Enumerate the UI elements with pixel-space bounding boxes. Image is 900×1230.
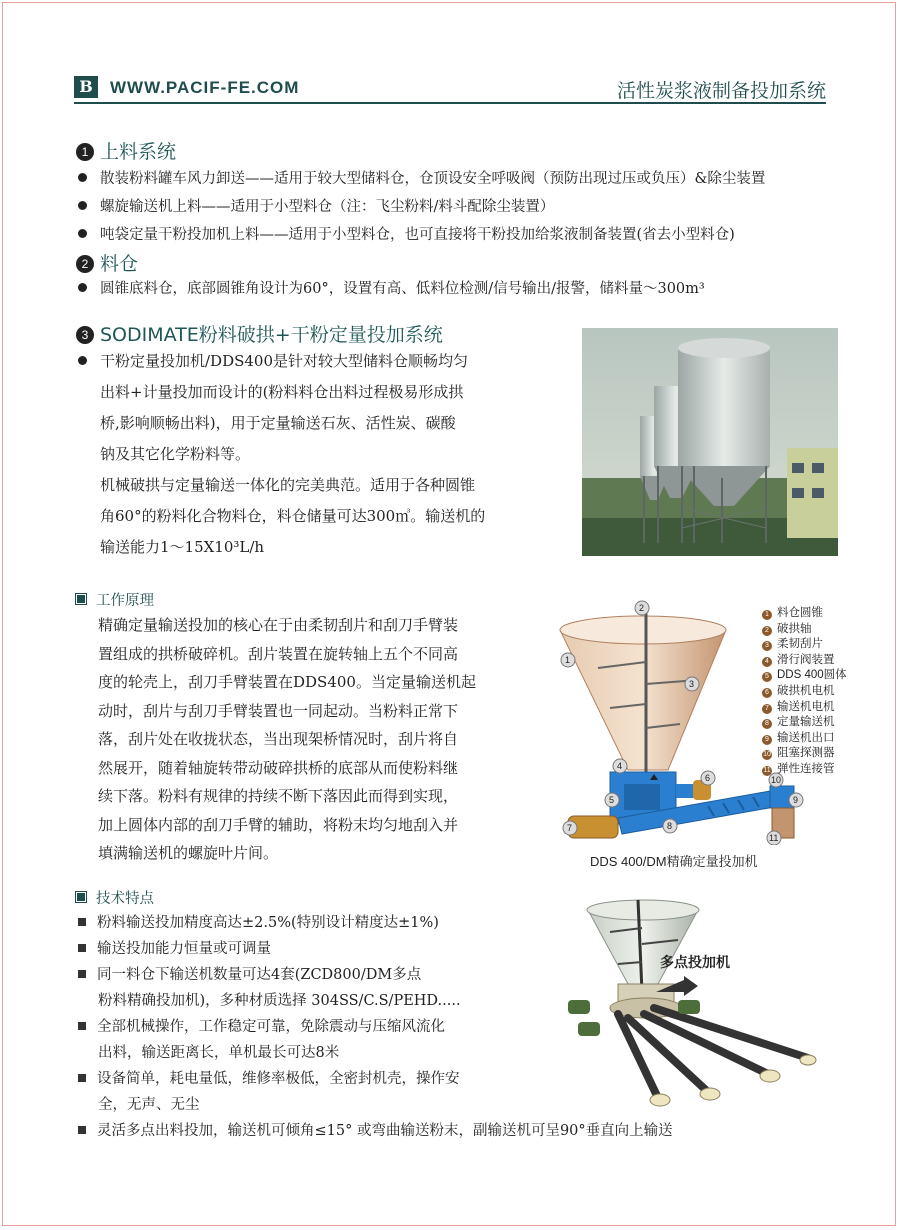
- section3-heading: [76, 320, 443, 347]
- callout-9: 9: [793, 795, 799, 805]
- tech-line-text: 设备简单，耗电量低，维修率极低，全密封机壳，操作安: [97, 1071, 460, 1087]
- legend-label: 柔韧刮片: [777, 638, 823, 651]
- silo-photo: [582, 328, 838, 556]
- section2-item: 圆锥底料仓，底部圆锥角设计为60°，设置有高、低料位检测/信号输出/报警，储料量～300m³: [78, 277, 705, 298]
- section3-title: SODIMATE粉料破拱+干粉定量投加系统: [100, 324, 443, 346]
- tech-line-text: 灵活多点出料投加，输送机可倾角≤15° 或弯曲输送粉末，副输送机可呈90°垂直向上输送: [97, 1123, 673, 1139]
- callout-4: 4: [617, 761, 623, 771]
- legend-number: 9: [762, 735, 772, 745]
- legend-item: [762, 653, 847, 669]
- legend-number: 3: [762, 641, 772, 651]
- tech-line-text: 出料，输送距离长，单机最长可达8米: [98, 1045, 340, 1061]
- legend-number: 10: [763, 751, 771, 759]
- tech-line-text: 粉料输送投加精度高达±2.5%(特别设计精度达±1%): [97, 915, 439, 931]
- header-url[interactable]: WWW.PACIF-FE.COM: [110, 78, 300, 97]
- multipoint-doser-image: [558, 892, 820, 1114]
- para-line: 置组成的拱桥破碎机。刮片装置在旋转轴上五个不同高: [98, 644, 459, 663]
- para-line: 钠及其它化学粉料等。: [100, 445, 251, 463]
- square-bullet-icon: [78, 1126, 86, 1134]
- callout-11: 11: [769, 833, 779, 843]
- section1-item: 螺旋输送机上料——适用于小型料仓（注：飞尘粉料/料斗配除尘装置）: [78, 195, 554, 216]
- legend-number: 8: [762, 719, 772, 729]
- para-line: 填满输送机的螺旋叶片间。: [98, 844, 279, 862]
- section1-number: 1: [76, 143, 94, 161]
- legend-number: 7: [762, 704, 772, 714]
- legend-label: 定量输送机: [777, 716, 835, 729]
- para-line: 桥,影响顺畅出料)，用于定量输送石灰、活性炭、碳酸: [100, 414, 456, 432]
- section2-title: 料仓: [100, 253, 139, 275]
- legend-label: 输送机电机: [777, 700, 835, 713]
- tech-line: [78, 1118, 673, 1144]
- para-line: 然展开，随着轴旋转带动破碎拱桥的底部从而使粉料继: [98, 758, 459, 777]
- para-line: 机械破拱与定量输送一体化的完美典范。适用于各种圆锥: [100, 476, 476, 494]
- tech-line-text: 同一料仓下输送机数量可达4套(ZCD800/DM多点: [97, 967, 422, 983]
- diagram-caption: DDS 400/DM精确定量投加机: [590, 854, 758, 869]
- bullet-dot: [78, 356, 87, 365]
- working-paragraph: [98, 611, 476, 868]
- legend-item: [762, 606, 847, 622]
- square-bullet-icon: [78, 970, 86, 978]
- para-line: 精确定量输送投加的核心在于由柔韧刮片和刮刀手臂装: [98, 616, 459, 634]
- legend-number: 6: [762, 688, 772, 698]
- square-bullet-icon: [76, 892, 86, 902]
- tech-line-text: 输送投加能力恒量或可调量: [97, 941, 271, 957]
- callout-2: 2: [639, 603, 645, 613]
- bullet-dot: [78, 283, 87, 292]
- section3-paragraph: [78, 346, 485, 563]
- tech-line-text: 全部机械操作，工作稳定可靠，免除震动与压缩风流化: [97, 1019, 445, 1035]
- para-line: 落，刮片处在收拢状态，当出现架桥情况时，刮片将自: [98, 730, 459, 748]
- callout-1: 1: [565, 655, 571, 665]
- brand-logo: B: [74, 76, 98, 98]
- legend-item: [762, 684, 847, 700]
- tech-line-text: 全，无声、无尘: [98, 1097, 200, 1113]
- legend-label: 滑行阀装置: [777, 653, 835, 666]
- square-bullet-icon: [78, 1074, 86, 1082]
- diagram-legend: [762, 606, 847, 778]
- para-line: 动时，刮片与刮刀手臂装置也一同起动。当粉料正常下: [98, 701, 459, 720]
- para-line: 出料+计量投加而设计的(粉料料仓出料过程极易形成拱: [100, 383, 464, 401]
- section1-item: 散装粉料罐车风力卸送——适用于较大型储料仓，仓顶设安全呼吸阀（预防出现过压或负压）&除尘装置: [78, 167, 765, 188]
- tech-line-text: 粉料精确投加机)，多种材质选择 304SS/C.S/PEHD.....: [98, 993, 461, 1009]
- callout-6: 6: [705, 773, 711, 783]
- bullet-dot: [78, 201, 87, 210]
- para-line: 加上圆体内部的刮刀手臂的辅助，将粉末均匀地刮入并: [98, 815, 459, 834]
- callout-5: 5: [609, 795, 615, 805]
- legend-label: 阻塞探测器: [777, 747, 835, 760]
- section3-number: 3: [76, 326, 94, 344]
- legend-number: 11: [763, 766, 771, 774]
- callout-8: 8: [667, 821, 673, 831]
- para-line: 度的轮壳上，刮刀手臂装置在DDS400。当定量输送机起: [98, 673, 476, 691]
- para-line: 干粉定量投加机/DDS400是针对较大型储料仓顺畅均匀: [78, 346, 485, 377]
- legend-label: DDS 400圆体: [777, 669, 847, 682]
- legend-item: [762, 637, 847, 653]
- section2-number: 2: [76, 255, 94, 273]
- bullet-dot: [78, 229, 87, 238]
- header-divider: [74, 102, 826, 104]
- legend-item: [762, 622, 847, 638]
- legend-number: 5: [762, 672, 772, 682]
- callout-10: 10: [771, 775, 782, 785]
- square-bullet-icon: [78, 1022, 86, 1030]
- bullet-dot: [78, 173, 87, 182]
- section1-heading: [76, 137, 176, 164]
- legend-label: 料仓圆锥: [777, 607, 823, 619]
- section1-title: 上料系统: [100, 141, 177, 163]
- legend-item: [762, 746, 847, 762]
- header-title: 活性炭浆液制备投加系统: [616, 80, 826, 102]
- para-line: 输送能力1～15X10³L/h: [100, 538, 265, 556]
- square-bullet-icon: [78, 944, 86, 952]
- legend-label: 输送机出口: [777, 731, 835, 744]
- para-line: 角60°的粉料化合物料仓，料仓储量可达300㎥。输送机的: [100, 507, 486, 525]
- legend-item: [762, 762, 847, 778]
- working-heading: 工作原理: [76, 589, 154, 610]
- callout-7: 7: [567, 823, 573, 833]
- callout-3: 3: [689, 679, 695, 689]
- legend-item: [762, 700, 847, 716]
- legend-label: 破拱机电机: [777, 684, 835, 697]
- multipoint-label: 多点投加机: [660, 955, 730, 971]
- section1-item: 吨袋定量干粉投加机上料——适用于小型料仓，也可直接将干粉投加给浆液制备装置(省去小型料仓): [78, 223, 735, 244]
- para-line: 续下落。粉料有规律的持续不断下落因此而得到实现，: [98, 787, 459, 805]
- tech-heading: 技术特点: [76, 887, 154, 908]
- legend-label: 弹性连接管: [777, 762, 835, 775]
- legend-number: 4: [762, 657, 772, 667]
- legend-number: 2: [762, 626, 772, 636]
- legend-item: [762, 731, 847, 747]
- legend-number: 1: [762, 610, 772, 620]
- square-bullet-icon: [76, 594, 86, 604]
- section2-heading: [76, 249, 138, 276]
- legend-item: [762, 668, 847, 684]
- legend-label: 破拱轴: [777, 622, 812, 635]
- legend-item: [762, 715, 847, 731]
- square-bullet-icon: [78, 918, 86, 926]
